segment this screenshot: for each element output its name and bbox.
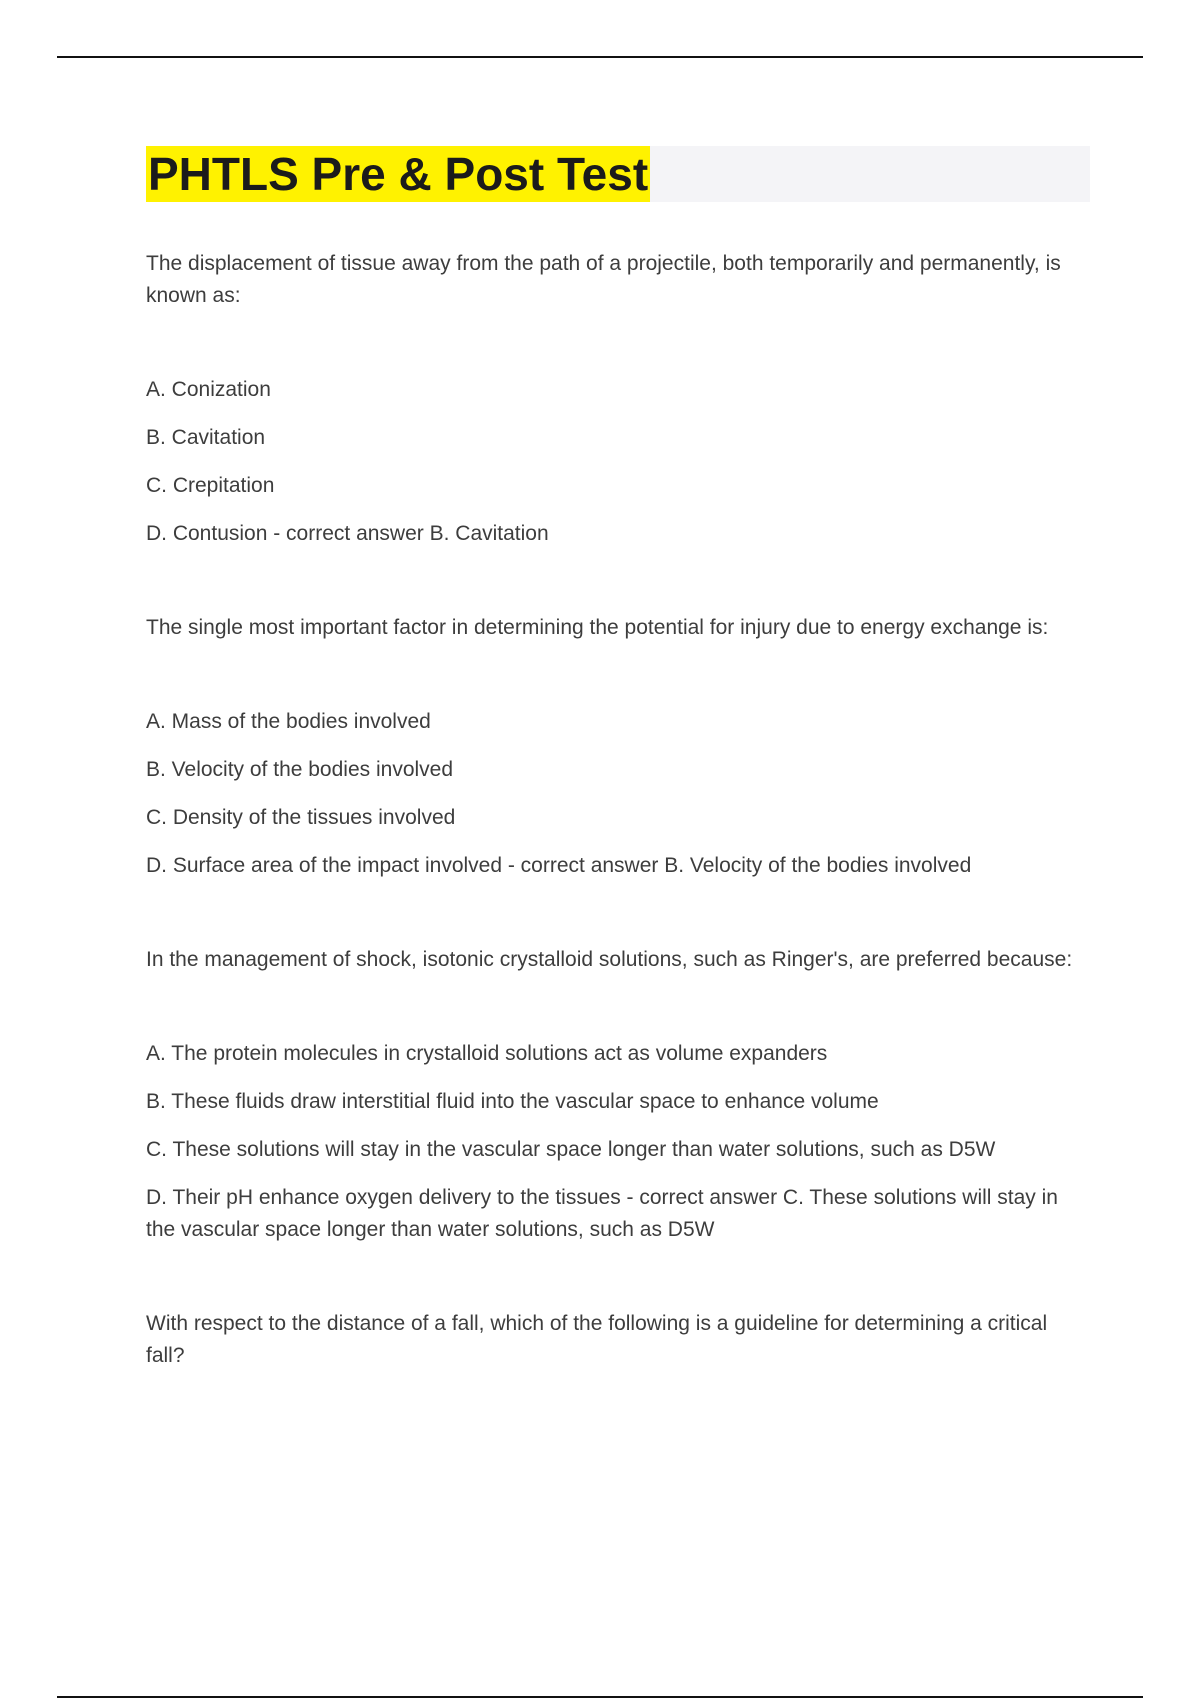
bottom-rule xyxy=(57,1696,1143,1698)
question-text: In the management of shock, isotonic crystalloid solutions, such as Ringer's, are preferred because: xyxy=(146,948,1073,971)
answer-option: D. Surface area of the impact involved - correct answer B. Velocity of the bodies involved xyxy=(146,854,972,877)
top-rule xyxy=(57,56,1143,58)
question-text: The displacement of tissue away from the path of a projectile, both temporarily and permanently, is known as: xyxy=(146,252,1061,307)
question-4 xyxy=(146,1308,1090,1372)
answer-option: A. Mass of the bodies involved xyxy=(146,710,431,733)
answer-option: D. Their pH enhance oxygen delivery to the tissues - correct answer C. These solutions will stay in the vascular space longer than water solutions, such as D5W xyxy=(146,1186,1058,1241)
answer-option: B. Cavitation xyxy=(146,426,266,449)
spacer xyxy=(146,1246,1090,1308)
answer-option: A. The protein molecules in crystalloid solutions act as volume expanders xyxy=(146,1042,828,1065)
question-3 xyxy=(146,944,1090,1246)
answer-option: B. These fluids draw interstitial fluid into the vascular space to enhance volume xyxy=(146,1090,879,1113)
answer-option: C. Crepitation xyxy=(146,474,275,497)
question-text: With respect to the distance of a fall, which of the following is a guideline for determining a critical fall? xyxy=(146,1312,1048,1367)
answer-option: D. Contusion - correct answer B. Cavitation xyxy=(146,522,549,545)
answer-option: B. Velocity of the bodies involved xyxy=(146,758,454,781)
question-2 xyxy=(146,612,1090,882)
answer-option: C. Density of the tissues involved xyxy=(146,806,456,829)
question-1 xyxy=(146,248,1090,550)
question-list xyxy=(146,248,1090,1434)
answer-option: A. Conization xyxy=(146,378,271,401)
spacer xyxy=(146,882,1090,944)
answer-option: C. These solutions will stay in the vascular space longer than water solutions, such as D5W xyxy=(146,1138,996,1161)
question-text: The single most important factor in determining the potential for injury due to energy exchange is: xyxy=(146,616,1049,639)
spacer xyxy=(146,550,1090,612)
page-title: PHTLS Pre & Post Test xyxy=(148,148,649,200)
